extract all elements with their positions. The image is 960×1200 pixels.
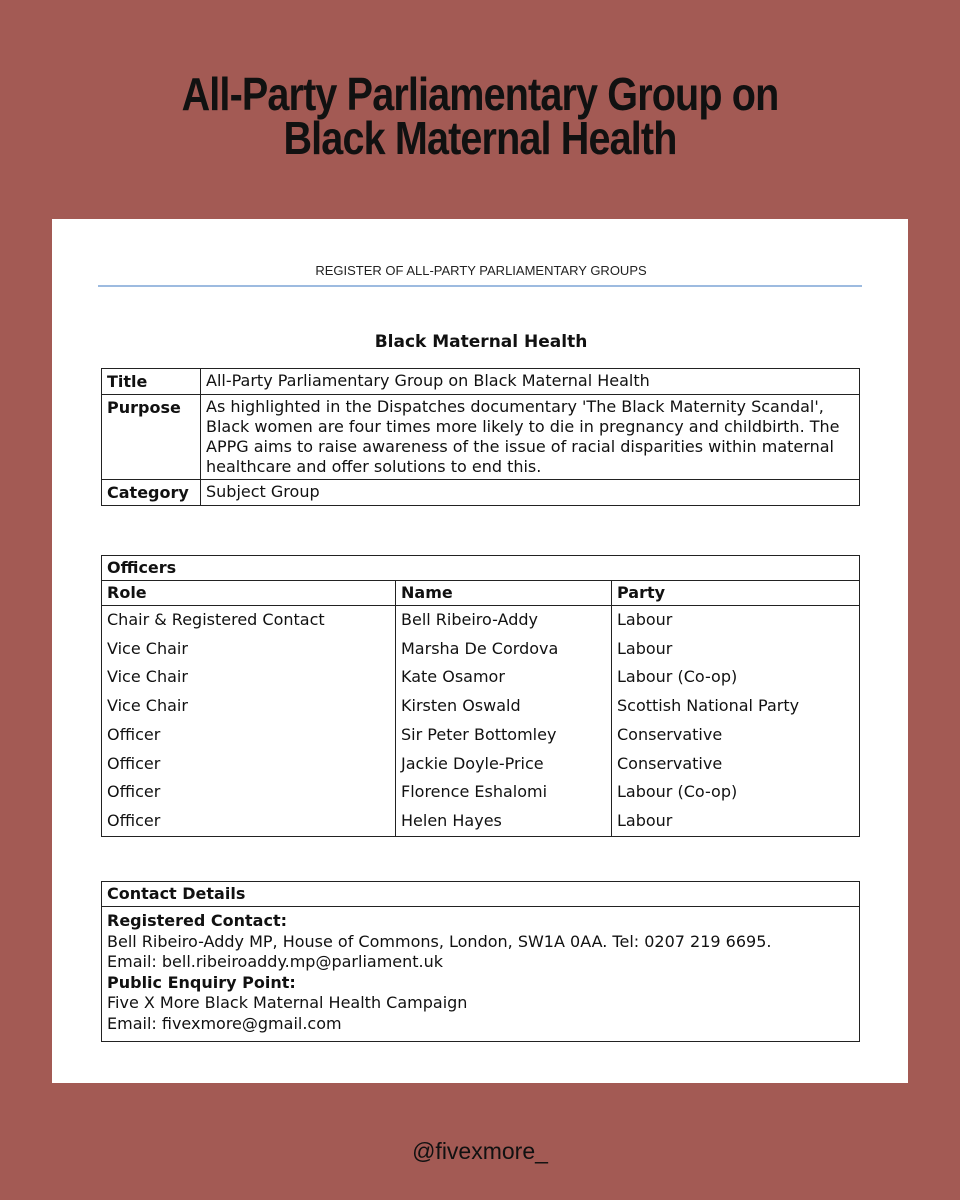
registered-contact-address: Bell Ribeiro-Addy MP, House of Commons, London, SW1A 0AA. Tel: 0207 219 6695. xyxy=(107,931,772,951)
title-value: All-Party Parliamentary Group on Black Maternal Health xyxy=(201,369,860,395)
enquiry-point-email: Email: fivexmore@gmail.com xyxy=(107,1013,342,1033)
purpose-label: Purpose xyxy=(102,395,201,480)
officer-role: Vice Chair xyxy=(102,692,396,721)
officer-name: Kirsten Oswald xyxy=(396,692,612,721)
column-header-name: Name xyxy=(396,581,612,606)
registered-contact-label: Registered Contact: xyxy=(107,911,287,930)
info-row-category xyxy=(102,480,860,506)
header-divider xyxy=(98,285,862,287)
officer-name: Kate Osamor xyxy=(396,663,612,692)
officer-party: Labour xyxy=(612,807,860,836)
officer-name: Florence Eshalomi xyxy=(396,778,612,807)
headline-line-2: Black Maternal Health xyxy=(283,112,677,164)
officer-name: Bell Ribeiro-Addy xyxy=(396,606,612,635)
page-headline xyxy=(67,68,893,164)
registered-contact-email: Email: bell.ribeiroaddy.mp@parliament.uk xyxy=(107,952,444,971)
officer-role: Vice Chair xyxy=(102,635,396,664)
social-handle: @fivexmore_ xyxy=(412,1138,548,1164)
officer-name: Marsha De Cordova xyxy=(396,635,612,664)
table-row xyxy=(102,663,860,692)
officer-party: Conservative xyxy=(612,750,860,779)
officer-role: Officer xyxy=(102,750,396,779)
officer-role: Officer xyxy=(102,778,396,807)
category-value: Subject Group xyxy=(201,480,860,506)
group-info-table xyxy=(101,368,860,506)
officer-role: Vice Chair xyxy=(102,663,396,692)
document-title: Black Maternal Health xyxy=(374,332,588,352)
purpose-value: As highlighted in the Dispatches documentary 'The Black Maternity Scandal', Black women are four times more likely to die in pregnancy and childbirth. The APPG aims to raise awareness of the issue of racial disparities within maternal healthcare and offer solutions to end this. xyxy=(201,395,860,480)
enquiry-point-name: Five X More Black Maternal Health Campaign xyxy=(107,993,468,1012)
table-row xyxy=(102,635,860,664)
title-label: Title xyxy=(102,369,201,395)
info-row-title xyxy=(102,369,860,395)
officers-heading: Officers xyxy=(102,556,860,581)
column-header-role: Role xyxy=(102,581,396,606)
officer-role: Officer xyxy=(102,807,396,836)
contact-body xyxy=(102,907,860,1042)
contact-details-table xyxy=(101,881,860,1042)
officer-party: Scottish National Party xyxy=(612,692,860,721)
officer-role: Officer xyxy=(102,721,396,750)
column-header-party: Party xyxy=(612,581,860,606)
officer-party: Labour (Co-op) xyxy=(612,663,860,692)
officer-party: Conservative xyxy=(612,721,860,750)
table-row xyxy=(102,778,860,807)
table-row xyxy=(102,750,860,779)
officer-party: Labour xyxy=(612,606,860,635)
officer-name: Jackie Doyle-Price xyxy=(396,750,612,779)
officer-name: Helen Hayes xyxy=(396,807,612,836)
officer-role: Chair & Registered Contact xyxy=(102,606,396,635)
officers-table xyxy=(101,555,860,837)
officer-party: Labour xyxy=(612,635,860,664)
info-row-purpose xyxy=(102,395,860,480)
table-row xyxy=(102,692,860,721)
contact-heading: Contact Details xyxy=(102,882,860,907)
register-header: REGISTER OF ALL-PARTY PARLIAMENTARY GROUPS xyxy=(315,263,647,278)
register-document xyxy=(52,219,908,1083)
enquiry-point-label: Public Enquiry Point: xyxy=(107,972,296,992)
officers-rows xyxy=(102,606,860,837)
headline-line-1: All-Party Parliamentary Group on xyxy=(181,68,779,120)
officer-name: Sir Peter Bottomley xyxy=(396,721,612,750)
officer-party: Labour (Co-op) xyxy=(612,778,860,807)
category-label: Category xyxy=(102,480,201,506)
table-row xyxy=(102,721,860,750)
table-row xyxy=(102,807,860,836)
table-row xyxy=(102,606,860,635)
